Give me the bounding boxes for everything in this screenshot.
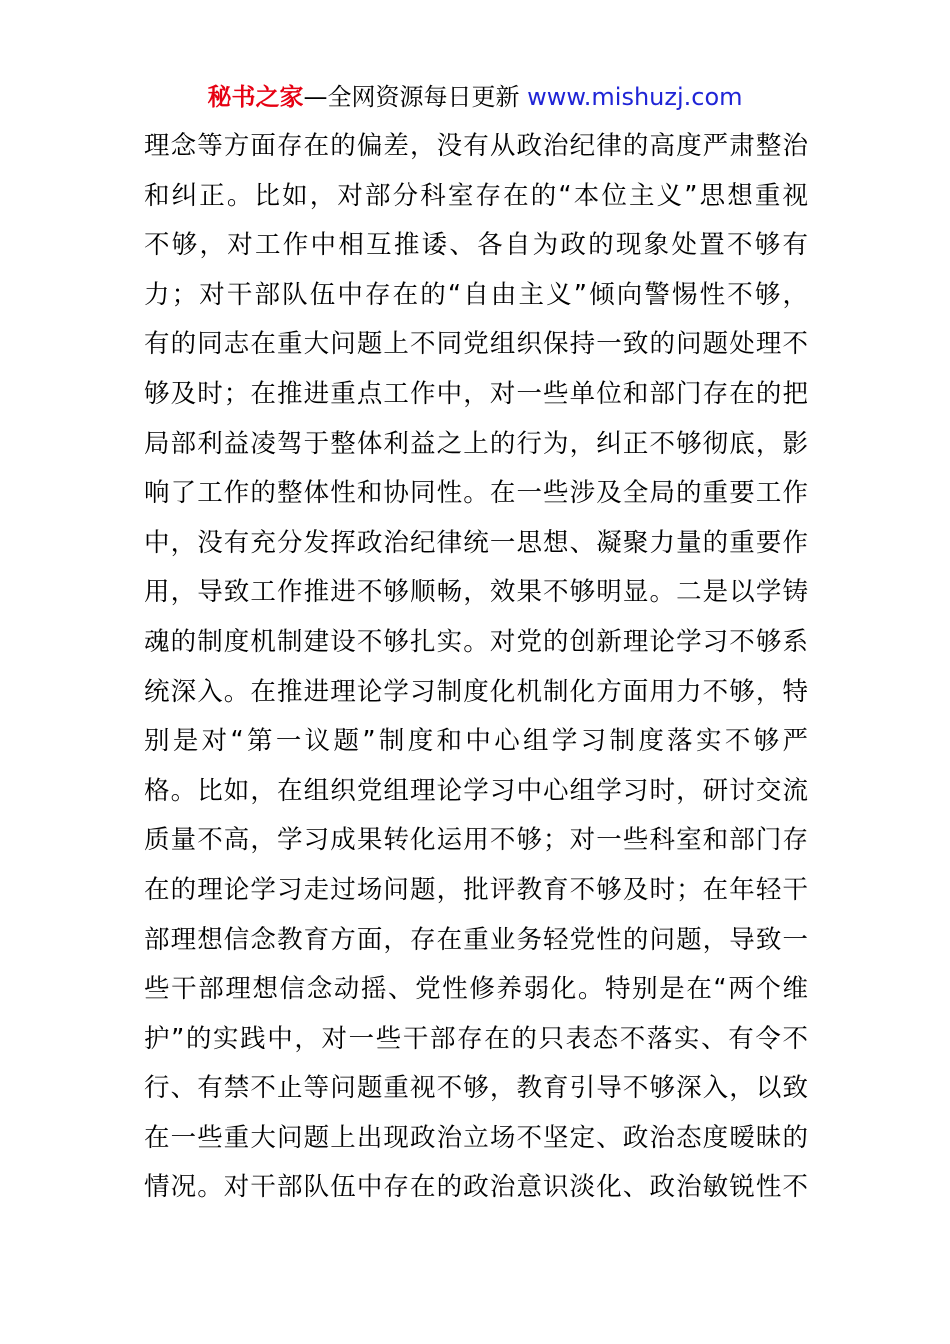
body-line: 局部利益凌驾于整体利益之上的行为，纠正不够彻底，影 bbox=[144, 428, 808, 459]
body-line: 中，没有充分发挥政治纪律统一思想、凝聚力量的重要作 bbox=[144, 527, 808, 558]
body-line: 格。比如，在组织党组理论学习中心组学习时，研讨交流 bbox=[144, 775, 808, 806]
body-line: 质量不高，学习成果转化运用不够；对一些科室和部门存 bbox=[144, 825, 808, 856]
page-header bbox=[0, 80, 950, 114]
brand-name: 秘书之家 bbox=[207, 83, 304, 111]
body-line: 在一些重大问题上出现政治立场不坚定、政治态度暧昧的 bbox=[144, 1122, 808, 1153]
body-line: 理念等方面存在的偏差，没有从政治纪律的高度严肃整治 bbox=[144, 131, 808, 161]
body-line: 响了工作的整体性和协同性。在一些涉及全局的重要工作 bbox=[144, 478, 808, 509]
website-link[interactable]: www.mishuzj.com bbox=[527, 83, 743, 111]
body-line: 够及时；在推进重点工作中，对一些单位和部门存在的把 bbox=[144, 378, 808, 409]
body-line: 别是对“第一议题”制度和中心组学习制度落实不够严 bbox=[144, 726, 808, 757]
document-body bbox=[144, 122, 808, 1213]
body-line: 用，导致工作推进不够顺畅，效果不够明显。二是以学铸 bbox=[144, 577, 808, 608]
body-line: 魂的制度机制建设不够扎实。对党的创新理论学习不够系 bbox=[144, 626, 808, 657]
body-line: 护”的实践中，对一些干部存在的只表态不落实、有令不 bbox=[144, 1023, 808, 1054]
body-line: 统深入。在推进理论学习制度化机制化方面用力不够，特 bbox=[144, 676, 808, 707]
body-line: 和纠正。比如，对部分科室存在的“本位主义”思想重视 bbox=[144, 180, 808, 211]
body-line: 不够，对工作中相互推诿、各自为政的现象处置不够有 bbox=[144, 230, 808, 261]
body-line: 情况。对干部队伍中存在的政治意识淡化、政治敏锐性不 bbox=[144, 1172, 808, 1203]
body-line: 行、有禁不止等问题重视不够，教育引导不够深入，以致 bbox=[144, 1073, 808, 1104]
body-line: 部理想信念教育方面，存在重业务轻党性的问题，导致一 bbox=[144, 924, 808, 955]
body-line: 在的理论学习走过场问题，批评教育不够及时；在年轻干 bbox=[144, 874, 808, 905]
header-tagline: —全网资源每日更新 bbox=[303, 83, 528, 111]
body-line: 力；对干部队伍中存在的“自由主义”倾向警惕性不够， bbox=[144, 279, 808, 310]
body-line: 些干部理想信念动摇、党性修养弱化。特别是在“两个维 bbox=[144, 974, 808, 1005]
body-line: 有的同志在重大问题上不同党组织保持一致的问题处理不 bbox=[144, 329, 808, 360]
